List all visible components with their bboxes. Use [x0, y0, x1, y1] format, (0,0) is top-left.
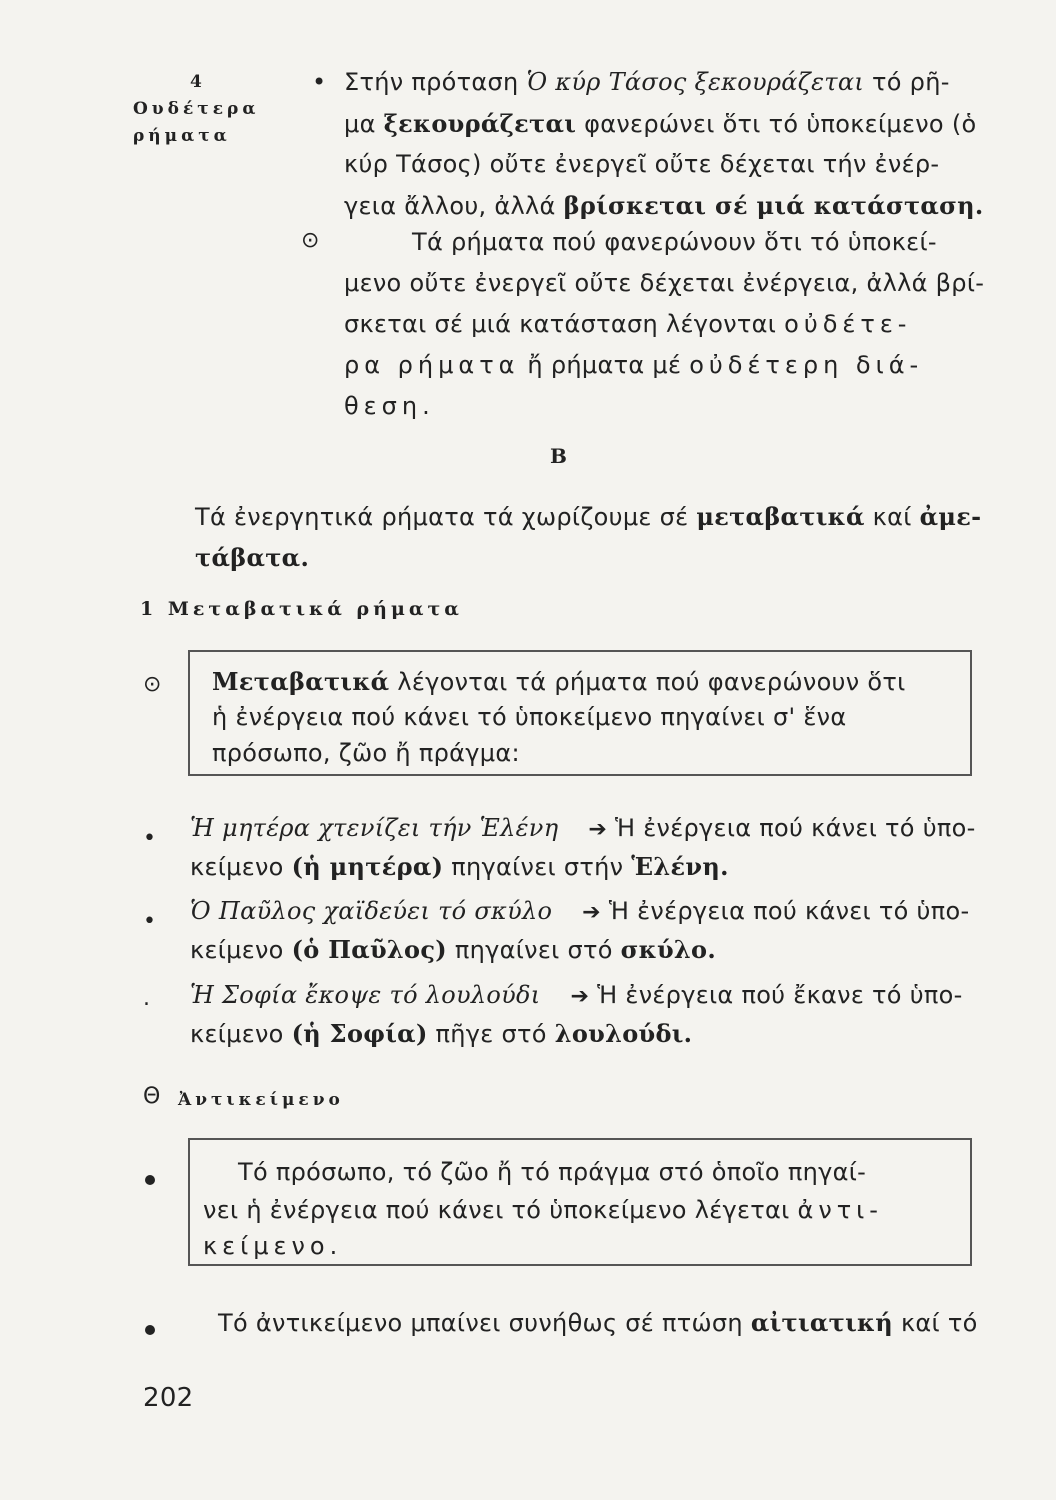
section-number: 4 — [190, 72, 206, 92]
text: ἤ ρήματα μέ — [519, 351, 690, 379]
box2-line2 — [203, 1190, 883, 1231]
term-bold: Μεταβατικά — [212, 667, 390, 696]
text: νει ἡ ἐνέργεια πού κάνει τό ὑποκείμενο λέγεται — [203, 1196, 798, 1224]
section4-line3: κύρ Τάσος) οὔτε ἐνεργεῖ οὔτε δέχεται τήν ἐνέρ- — [344, 150, 940, 178]
text: φανερώνει ὅτι τό ὑποκείμενο (ὁ — [576, 110, 977, 138]
text: σκεται σέ μιά κατάσταση λέγονται — [344, 310, 785, 338]
text: κείμενο — [190, 1020, 292, 1048]
text: κείμενο — [190, 936, 292, 964]
circle-icon: ⊙ — [301, 228, 320, 253]
example-sentence: Ἡ Σοφία ἔκοψε τό λουλούδι — [190, 981, 541, 1009]
definition-line3 — [344, 304, 984, 345]
subject-bold: (ὁ Παῦλος) — [291, 935, 447, 964]
text: κείμενο — [190, 853, 292, 881]
example-bullet: • — [143, 826, 157, 851]
spaced-term: ρα ρήματα — [344, 351, 520, 379]
example2-line2 — [190, 929, 716, 971]
example2-line1 — [190, 891, 990, 933]
arrow-right-icon: ➔ — [588, 817, 608, 842]
definition-line4 — [344, 345, 984, 386]
definition-line5: θεση. — [344, 392, 435, 420]
margin-label-neuter: Ουδέτερα — [133, 99, 260, 119]
box1-line2: ἡ ἐνέργεια πού κάνει τό ὑποκείμενο πηγαίνει σ' ἕνα — [212, 703, 847, 731]
object-bold: Ἑλένη. — [631, 852, 729, 881]
subject-bold: (ἡ μητέρα) — [291, 852, 444, 881]
bullet-dot-icon — [145, 1175, 155, 1185]
definition-line2: μενο οὔτε ἐνεργεῖ οὔτε δέχεται ἐνέργεια, ἀλλά βρί- — [344, 269, 985, 297]
arrow-right-icon: ➔ — [582, 900, 601, 925]
term-bold: μεταβατικά — [696, 502, 865, 531]
definition-line1: Τά ρήματα πού φανερώνουν ὅτι τό ὑποκεί- — [412, 228, 937, 256]
spaced-term: οὐδέτερη διά- — [689, 351, 924, 379]
object-bold: σκύλο. — [620, 935, 716, 964]
box2-line3: κείμενο. — [203, 1232, 343, 1260]
example-sentence: Ἡ μητέρα χτενίζει τήν Ἑλένη — [190, 814, 559, 842]
example-bullet: • — [143, 909, 157, 934]
section4-line4 — [344, 185, 984, 227]
text: Ἡ ἐνέργεια πού ἔκανε τό ὑπο- — [597, 981, 963, 1009]
text: τό ρῆ- — [864, 68, 950, 96]
box2-line1: Τό πρόσωπο, τό ζῶο ἤ τό πράγμα στό ὁποῖο πηγαί- — [238, 1158, 867, 1186]
text: γεια ἄλλου, ἀλλά — [344, 192, 564, 220]
example3-line2 — [190, 1013, 692, 1055]
sectionB-intro-line2: τάβατα. — [195, 543, 310, 572]
text: πηγαίνει στήν — [443, 853, 632, 881]
text: Τό ἀντικείμενο μπαίνει συνήθως σέ πτώση — [218, 1309, 751, 1337]
box1-line3: πρόσωπο, ζῶο ἤ πράγμα: — [212, 739, 520, 767]
arrow-right-icon: ➔ — [570, 984, 590, 1009]
bullet-dot-icon — [145, 1325, 155, 1335]
text: καί — [864, 503, 920, 531]
text: Στήν πρόταση — [344, 68, 527, 96]
spaced-term: οὐδέτε- — [784, 310, 912, 338]
example1-line2 — [190, 846, 729, 888]
text: καί τό — [893, 1309, 978, 1337]
term-bold: ἀμε- — [919, 502, 982, 531]
text: Ἡ ἐνέργεια πού κάνει τό ὑπο- — [608, 897, 970, 925]
example-sentence: Ὁ κύρ Τάσος ξεκουράζεται — [526, 68, 865, 96]
section4-line1 — [344, 62, 984, 103]
section-letter: Β — [550, 444, 568, 468]
state-bold: βρίσκεται σέ μιά κατάσταση. — [563, 191, 984, 220]
text: πηγαίνει στό — [446, 936, 621, 964]
theta-icon: Θ — [143, 1084, 161, 1109]
text: μα — [344, 110, 384, 138]
page-number: 202 — [143, 1383, 194, 1413]
example1-line1 — [190, 808, 990, 850]
bullet-marker: • — [312, 68, 327, 96]
subject-bold: (ἡ Σοφία) — [291, 1019, 428, 1048]
section4-line2 — [344, 103, 984, 145]
last-line — [218, 1302, 998, 1344]
text: πῆγε στό — [427, 1020, 555, 1048]
example-bullet: . — [143, 986, 151, 1011]
text: λέγονται τά ρήματα πού φανερώνουν ὅτι — [389, 668, 906, 696]
circle-icon: ⊙ — [143, 672, 162, 697]
margin-label-verbs: ρήματα — [133, 126, 231, 146]
verb-bold: ξεκουράζεται — [383, 109, 577, 138]
sectionB-intro-line1 — [195, 496, 995, 538]
spaced-term: ἀντι- — [797, 1196, 883, 1224]
text: Ἡ ἐνέργεια πού κάνει τό ὑπο- — [614, 814, 976, 842]
case-bold: αἰτιατική — [750, 1308, 894, 1337]
object-heading: Ἀντικείμενο — [178, 1090, 344, 1110]
example3-line1 — [190, 975, 990, 1017]
text: Τά ἐνεργητικά ρήματα τά χωρίζουμε σέ — [195, 503, 697, 531]
example-sentence: Ὁ Παῦλος χαϊδεύει τό σκύλο — [190, 897, 553, 925]
subsection-heading: 1 Μεταβατικά ρήματα — [140, 598, 463, 620]
object-bold: λουλούδι. — [554, 1019, 693, 1048]
